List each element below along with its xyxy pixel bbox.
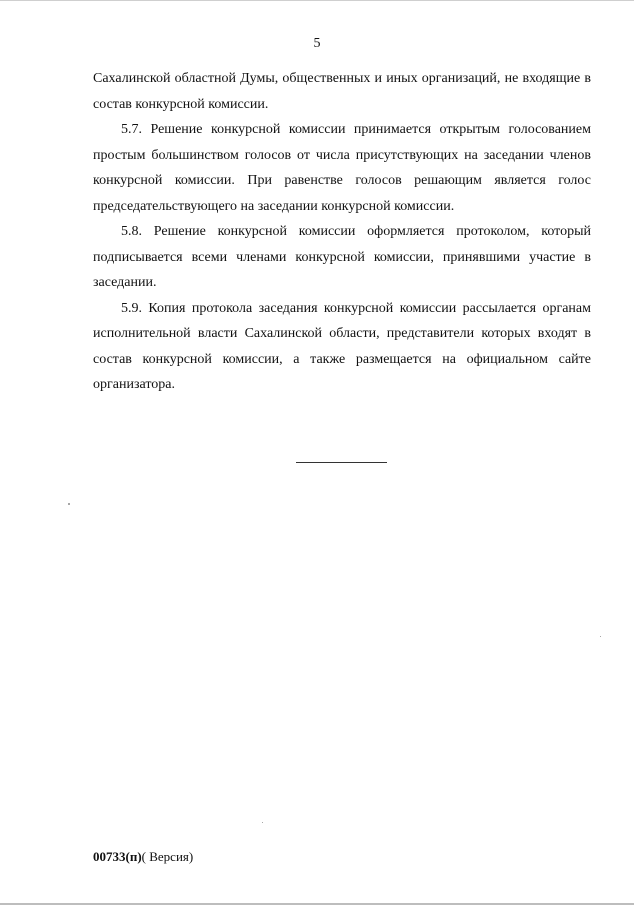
document-body — [93, 66, 591, 398]
document-footer — [93, 849, 193, 865]
document-version: ( Версия) — [141, 849, 194, 864]
paragraph-continuation: Сахалинской областной Думы, общественных и иных организаций, не входящие в состав конкурсной комиссии. — [93, 71, 591, 112]
scan-edge-top — [0, 0, 634, 1]
scan-speck — [68, 503, 70, 505]
paragraph-5-9: 5.9. Копия протокола заседания конкурсной комиссии рассылается органам исполнительной власти Сахалинской области, представители которых входят в состав конкурсной комиссии, а также размещается на официальном сайте организатора. — [93, 300, 591, 392]
document-code: 00733(п) — [93, 849, 142, 864]
paragraph-5-7: 5.7. Решение конкурсной комиссии принимается открытым голосованием простым большинством голосов от числа присутствующих на заседании членов конкурсной комиссии. При равенстве голосов решающим является голос председательствующего на заседании конкурсной комиссии. — [93, 122, 591, 214]
page-number: 5 — [313, 36, 321, 51]
scan-speck — [262, 822, 263, 823]
paragraph-5-8: 5.8. Решение конкурсной комиссии оформляется протоколом, который подписывается всеми членами конкурсной комиссии, принявшими участие в заседании. — [93, 224, 591, 290]
scan-speck — [600, 636, 601, 637]
end-of-text-rule — [296, 462, 387, 463]
